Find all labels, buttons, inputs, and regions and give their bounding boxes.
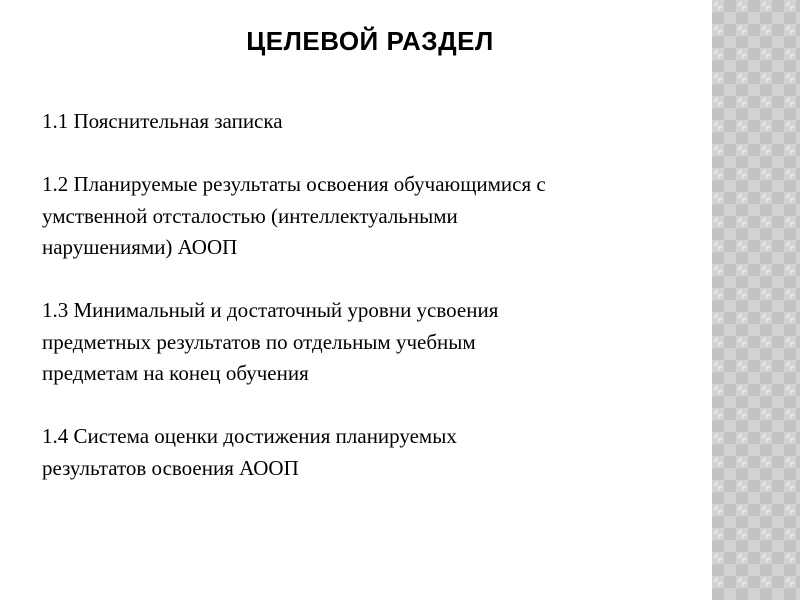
slide-title: ЦЕЛЕВОЙ РАЗДЕЛ [246, 26, 494, 56]
slide-content [42, 106, 702, 484]
section-item-1-1: 1.1 Пояснительная записка [42, 109, 283, 133]
section-item-1-2: 1.2 Планируемые результаты освоения обучающимися с умственной отсталостью (интеллектуальными нарушениями) АООП [42, 172, 546, 259]
decorative-side-pattern [712, 0, 800, 600]
section-item-1-4: 1.4 Система оценки достижения планируемых результатов освоения АООП [42, 424, 457, 480]
section-item-1-3: 1.3 Минимальный и достаточный уровни усвоения предметных результатов по отдельным учебным предметам на конец обучения [42, 298, 499, 385]
